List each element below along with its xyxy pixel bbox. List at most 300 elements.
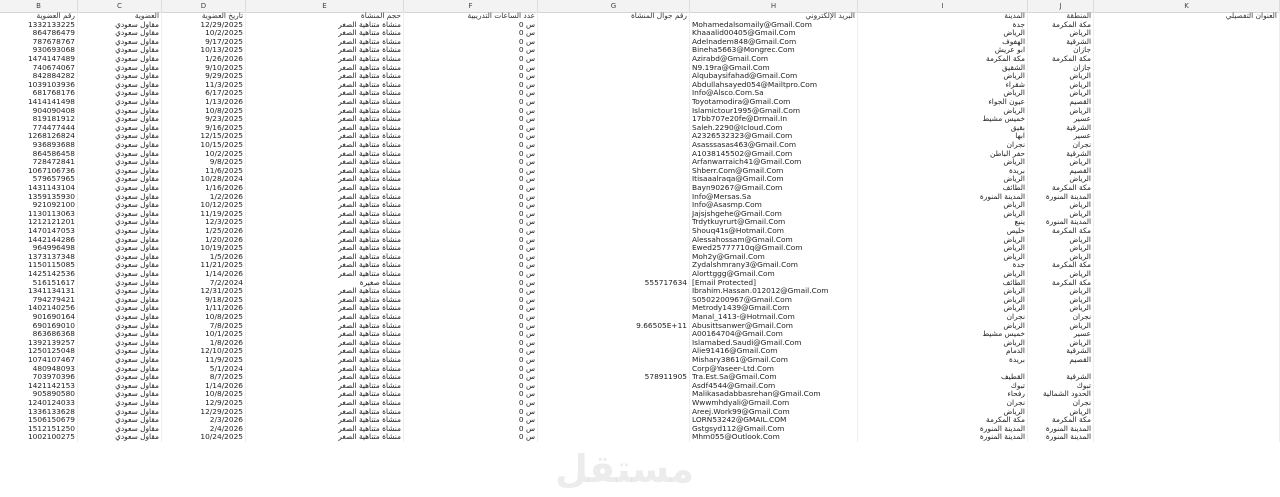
membership-type-cell[interactable]: مقاول سعودي [78, 425, 162, 434]
email-cell[interactable]: A00164704@Gmail.Com [690, 330, 858, 339]
company-phone-cell[interactable] [538, 150, 690, 159]
company-size-cell[interactable]: منشأة متناهية الصغر [246, 287, 404, 296]
email-cell[interactable]: Asasssasas463@Gmail.Com [690, 141, 858, 150]
city-cell[interactable] [858, 365, 1028, 374]
membership-date-cell[interactable]: 6/17/2025 [162, 89, 246, 98]
membership-date-cell[interactable]: 1/25/2026 [162, 227, 246, 236]
city-cell[interactable]: الرياض [858, 107, 1028, 116]
company-size-cell[interactable]: منشأة متناهية الصغر [246, 270, 404, 279]
training-hours-cell[interactable]: 0 س [404, 167, 538, 176]
detailed-address-cell[interactable] [1094, 46, 1280, 55]
city-cell[interactable]: الطائف [858, 184, 1028, 193]
membership-type-cell[interactable]: مقاول سعودي [78, 81, 162, 90]
membership-type-cell[interactable]: مقاول سعودي [78, 184, 162, 193]
region-cell[interactable]: مكة المكرمة [1028, 21, 1094, 30]
membership-number-cell[interactable]: 1039103936 [0, 81, 78, 90]
training-hours-cell[interactable]: 0 س [404, 244, 538, 253]
membership-type-cell[interactable]: مقاول سعودي [78, 107, 162, 116]
email-cell[interactable]: Itisaaalraqa@Gmail.Com [690, 175, 858, 184]
region-cell[interactable]: مكة المكرمة [1028, 55, 1094, 64]
column-letter-h[interactable]: H [690, 0, 858, 12]
city-cell[interactable]: مكة المكرمة [858, 55, 1028, 64]
company-size-cell[interactable]: منشأة متناهية الصغر [246, 141, 404, 150]
membership-number-cell[interactable]: 1074107467 [0, 356, 78, 365]
region-cell[interactable]: عسير [1028, 115, 1094, 124]
membership-number-cell[interactable]: 1332133225 [0, 21, 78, 30]
membership-date-cell[interactable]: 10/12/2025 [162, 201, 246, 210]
city-cell[interactable]: عيون الجواء [858, 98, 1028, 107]
membership-date-cell[interactable]: 10/1/2025 [162, 330, 246, 339]
email-cell[interactable]: Toyotamodira@Gmail.Com [690, 98, 858, 107]
company-size-cell[interactable]: منشأة متناهية الصغر [246, 55, 404, 64]
membership-type-cell[interactable]: مقاول سعودي [78, 313, 162, 322]
company-phone-cell[interactable] [538, 46, 690, 55]
membership-type-cell[interactable]: مقاول سعودي [78, 132, 162, 141]
email-cell[interactable]: Areej.Work99@Gmail.Com [690, 408, 858, 417]
company-phone-cell[interactable]: 9.66505E+11 [538, 322, 690, 331]
column-letter-k[interactable]: K [1094, 0, 1280, 12]
company-phone-cell[interactable] [538, 218, 690, 227]
email-cell[interactable]: Saleh.2290@Icloud.Com [690, 124, 858, 133]
detailed-address-cell[interactable] [1094, 279, 1280, 288]
training-hours-cell[interactable]: 0 س [404, 98, 538, 107]
membership-date-cell[interactable]: 11/6/2025 [162, 167, 246, 176]
email-cell[interactable]: Alqubaysifahad@Gmail.Com [690, 72, 858, 81]
detailed-address-cell[interactable] [1094, 304, 1280, 313]
detailed-address-cell[interactable] [1094, 339, 1280, 348]
email-cell[interactable]: Islamictour1995@Gmail.Com [690, 107, 858, 116]
company-phone-cell[interactable] [538, 339, 690, 348]
city-cell[interactable]: ابها [858, 132, 1028, 141]
membership-number-cell[interactable]: 819181912 [0, 115, 78, 124]
email-cell[interactable]: Mishary3861@Gmail.Com [690, 356, 858, 365]
training-hours-cell[interactable]: 0 س [404, 115, 538, 124]
training-hours-cell[interactable]: 0 س [404, 304, 538, 313]
company-size-cell[interactable]: منشأة متناهية الصغر [246, 158, 404, 167]
region-cell[interactable]: عسير [1028, 330, 1094, 339]
company-size-cell[interactable]: منشأة متناهية الصغر [246, 218, 404, 227]
training-hours-cell[interactable]: 0 س [404, 158, 538, 167]
training-hours-cell[interactable]: 0 س [404, 373, 538, 382]
region-cell[interactable]: الرياض [1028, 304, 1094, 313]
city-cell[interactable]: المدينة المنورة [858, 425, 1028, 434]
detailed-address-cell[interactable] [1094, 287, 1280, 296]
membership-date-cell[interactable]: 9/16/2025 [162, 124, 246, 133]
city-cell[interactable]: الرياض [858, 236, 1028, 245]
company-size-cell[interactable]: منشأة متناهية الصغر [246, 115, 404, 124]
company-size-cell[interactable]: منشأة متناهية الصغر [246, 107, 404, 116]
training-hours-cell[interactable]: 0 س [404, 416, 538, 425]
membership-type-cell[interactable]: مقاول سعودي [78, 150, 162, 159]
region-cell[interactable]: الرياض [1028, 236, 1094, 245]
training-hours-cell[interactable]: 0 س [404, 347, 538, 356]
membership-date-cell[interactable]: 1/14/2026 [162, 270, 246, 279]
membership-number-cell[interactable]: 1442144286 [0, 236, 78, 245]
training-hours-cell[interactable]: 0 س [404, 390, 538, 399]
membership-type-cell[interactable]: مقاول سعودي [78, 38, 162, 47]
detailed-address-cell[interactable] [1094, 21, 1280, 30]
region-cell[interactable]: الرياض [1028, 408, 1094, 417]
training-hours-cell[interactable]: 0 س [404, 296, 538, 305]
company-phone-cell[interactable] [538, 313, 690, 322]
column-letter-d[interactable]: D [162, 0, 246, 12]
membership-date-cell[interactable]: 10/28/2024 [162, 175, 246, 184]
membership-date-cell[interactable]: 7/8/2025 [162, 322, 246, 331]
region-cell[interactable]: مكة المكرمة [1028, 416, 1094, 425]
column-letter-b[interactable]: B [0, 0, 78, 12]
membership-type-cell[interactable]: مقاول سعودي [78, 89, 162, 98]
detailed-address-cell[interactable] [1094, 167, 1280, 176]
detailed-address-cell[interactable] [1094, 390, 1280, 399]
city-cell[interactable]: الرياض [858, 322, 1028, 331]
email-cell[interactable]: N9.19ra@Gmail.Com [690, 64, 858, 73]
training-hours-cell[interactable]: 0 س [404, 184, 538, 193]
membership-type-cell[interactable]: مقاول سعودي [78, 373, 162, 382]
membership-number-cell[interactable]: 1373137348 [0, 253, 78, 262]
company-phone-cell[interactable] [538, 244, 690, 253]
company-size-cell[interactable]: منشأة متناهية الصغر [246, 253, 404, 262]
membership-date-cell[interactable]: 11/19/2025 [162, 210, 246, 219]
membership-number-cell[interactable]: 1421142153 [0, 382, 78, 391]
membership-number-cell[interactable]: 787678767 [0, 38, 78, 47]
email-cell[interactable]: Islamabed.Saudi@Gmail.Com [690, 339, 858, 348]
detailed-address-cell[interactable] [1094, 89, 1280, 98]
membership-number-cell[interactable]: 1512151250 [0, 425, 78, 434]
region-cell[interactable]: الرياض [1028, 81, 1094, 90]
membership-number-cell[interactable]: 863686368 [0, 330, 78, 339]
email-cell[interactable]: Bayn90267@Gmail.Com [690, 184, 858, 193]
membership-date-cell[interactable]: 2/4/2026 [162, 425, 246, 434]
membership-type-cell[interactable]: مقاول سعودي [78, 21, 162, 30]
email-cell[interactable]: Info@Alsco.Com.Sa [690, 89, 858, 98]
membership-number-cell[interactable]: 905890580 [0, 390, 78, 399]
region-cell[interactable]: عسير [1028, 132, 1094, 141]
company-phone-cell[interactable] [538, 193, 690, 202]
region-cell[interactable]: الرياض [1028, 107, 1094, 116]
company-size-cell[interactable]: منشأة متناهية الصغر [246, 365, 404, 374]
email-cell[interactable]: Gstgsyd112@Gmail.Com [690, 425, 858, 434]
membership-number-cell[interactable]: 1268126824 [0, 132, 78, 141]
membership-number-cell[interactable]: 901690164 [0, 313, 78, 322]
region-cell[interactable]: الشرقية [1028, 373, 1094, 382]
membership-date-cell[interactable]: 9/23/2025 [162, 115, 246, 124]
membership-type-cell[interactable]: مقاول سعودي [78, 382, 162, 391]
detailed-address-cell[interactable] [1094, 356, 1280, 365]
membership-type-cell[interactable]: مقاول سعودي [78, 356, 162, 365]
region-cell[interactable]: الرياض [1028, 210, 1094, 219]
company-size-cell[interactable]: منشأة متناهية الصغر [246, 390, 404, 399]
email-cell[interactable]: Abdullahsayed054@Mailtpro.Com [690, 81, 858, 90]
email-cell[interactable]: Ewed25777710q@Gmail.Com [690, 244, 858, 253]
training-hours-cell[interactable]: 0 س [404, 287, 538, 296]
city-cell[interactable]: ينبع [858, 218, 1028, 227]
membership-date-cell[interactable]: 12/29/2025 [162, 21, 246, 30]
membership-number-cell[interactable]: 794279421 [0, 296, 78, 305]
membership-date-cell[interactable]: 10/2/2025 [162, 150, 246, 159]
membership-number-cell[interactable]: 842884282 [0, 72, 78, 81]
detailed-address-cell[interactable] [1094, 72, 1280, 81]
email-cell[interactable]: Info@Asasmp.Com [690, 201, 858, 210]
region-cell[interactable]: الرياض [1028, 72, 1094, 81]
training-hours-cell[interactable]: 0 س [404, 141, 538, 150]
company-size-cell[interactable]: منشأة متناهية الصغر [246, 347, 404, 356]
city-cell[interactable]: بقيق [858, 124, 1028, 133]
company-phone-cell[interactable]: 578911905 [538, 373, 690, 382]
company-size-cell[interactable]: منشأة متناهية الصغر [246, 175, 404, 184]
city-cell[interactable]: الطائف [858, 279, 1028, 288]
detailed-address-cell[interactable] [1094, 227, 1280, 236]
city-cell[interactable]: الرياض [858, 287, 1028, 296]
membership-type-cell[interactable]: مقاول سعودي [78, 46, 162, 55]
email-cell[interactable]: Azirabd@Gmail.Com [690, 55, 858, 64]
training-hours-cell[interactable]: 0 س [404, 64, 538, 73]
city-cell[interactable]: الشقيق [858, 64, 1028, 73]
header-membership-date[interactable]: تاريخ العضوية [162, 12, 246, 21]
email-cell[interactable]: Tra.Est.Sa@Gmail.Com [690, 373, 858, 382]
detailed-address-cell[interactable] [1094, 141, 1280, 150]
city-cell[interactable]: نجران [858, 141, 1028, 150]
region-cell[interactable]: الحدود الشمالية [1028, 390, 1094, 399]
training-hours-cell[interactable]: 0 س [404, 46, 538, 55]
company-phone-cell[interactable] [538, 296, 690, 305]
header-region[interactable]: المنطقة [1028, 12, 1094, 21]
company-size-cell[interactable]: منشأة متناهية الصغر [246, 433, 404, 442]
city-cell[interactable]: الرياض [858, 304, 1028, 313]
membership-date-cell[interactable]: 2/3/2026 [162, 416, 246, 425]
company-size-cell[interactable]: منشأة متناهية الصغر [246, 46, 404, 55]
company-size-cell[interactable]: منشأة متناهية الصغر [246, 330, 404, 339]
company-size-cell[interactable]: منشأة متناهية الصغر [246, 89, 404, 98]
company-phone-cell[interactable] [538, 175, 690, 184]
membership-type-cell[interactable]: مقاول سعودي [78, 236, 162, 245]
membership-type-cell[interactable]: مقاول سعودي [78, 210, 162, 219]
city-cell[interactable]: تبوك [858, 382, 1028, 391]
email-cell[interactable]: Metrody1439@Gmail.Com [690, 304, 858, 313]
company-size-cell[interactable]: منشأة متناهية الصغر [246, 373, 404, 382]
company-phone-cell[interactable] [538, 270, 690, 279]
email-cell[interactable]: Jajsjshgehe@Gmail.Com [690, 210, 858, 219]
training-hours-cell[interactable]: 0 س [404, 175, 538, 184]
membership-date-cell[interactable]: 9/17/2025 [162, 38, 246, 47]
city-cell[interactable]: الرياض [858, 29, 1028, 38]
company-phone-cell[interactable] [538, 287, 690, 296]
company-phone-cell[interactable] [538, 425, 690, 434]
membership-number-cell[interactable]: 480948093 [0, 365, 78, 374]
membership-type-cell[interactable]: مقاول سعودي [78, 244, 162, 253]
membership-number-cell[interactable]: 1150115085 [0, 261, 78, 270]
company-size-cell[interactable]: منشأة متناهية الصغر [246, 201, 404, 210]
company-phone-cell[interactable] [538, 89, 690, 98]
training-hours-cell[interactable]: 0 س [404, 132, 538, 141]
company-phone-cell[interactable] [538, 55, 690, 64]
membership-number-cell[interactable]: 774477444 [0, 124, 78, 133]
company-size-cell[interactable]: منشأة متناهية الصغر [246, 184, 404, 193]
detailed-address-cell[interactable] [1094, 433, 1280, 442]
city-cell[interactable]: ابو عريش [858, 46, 1028, 55]
city-cell[interactable]: الرياض [858, 408, 1028, 417]
membership-type-cell[interactable]: مقاول سعودي [78, 167, 162, 176]
company-phone-cell[interactable] [538, 141, 690, 150]
membership-date-cell[interactable]: 10/15/2025 [162, 141, 246, 150]
training-hours-cell[interactable]: 0 س [404, 38, 538, 47]
column-letter-c[interactable]: C [78, 0, 162, 12]
training-hours-cell[interactable]: 0 س [404, 365, 538, 374]
membership-date-cell[interactable]: 12/31/2025 [162, 287, 246, 296]
membership-date-cell[interactable]: 1/26/2026 [162, 55, 246, 64]
membership-date-cell[interactable]: 11/21/2025 [162, 261, 246, 270]
email-cell[interactable]: 17bb707e20fe@Drmail.In [690, 115, 858, 124]
email-cell[interactable]: Arfanwarraich41@Gmail.Com [690, 158, 858, 167]
membership-type-cell[interactable]: مقاول سعودي [78, 347, 162, 356]
header-detailed-address[interactable]: العنوان التفصيلي [1094, 12, 1280, 21]
detailed-address-cell[interactable] [1094, 330, 1280, 339]
membership-date-cell[interactable]: 12/3/2025 [162, 218, 246, 227]
city-cell[interactable]: الرياض [858, 158, 1028, 167]
company-size-cell[interactable]: منشأة متناهية الصغر [246, 64, 404, 73]
region-cell[interactable]: الشرقية [1028, 347, 1094, 356]
company-phone-cell[interactable] [538, 382, 690, 391]
city-cell[interactable]: المدينة المنورة [858, 193, 1028, 202]
email-cell[interactable]: Mohamedalsomaily@Gmail.Com [690, 21, 858, 30]
membership-date-cell[interactable]: 1/13/2026 [162, 98, 246, 107]
header-training-hours[interactable]: عدد الساعات التدريبية [404, 12, 538, 21]
region-cell[interactable]: نجران [1028, 313, 1094, 322]
membership-number-cell[interactable]: 921092100 [0, 201, 78, 210]
membership-type-cell[interactable]: مقاول سعودي [78, 158, 162, 167]
training-hours-cell[interactable]: 0 س [404, 356, 538, 365]
city-cell[interactable]: شقراء [858, 81, 1028, 90]
region-cell[interactable]: الشرقية [1028, 124, 1094, 133]
company-size-cell[interactable]: منشأة متناهية الصغر [246, 339, 404, 348]
membership-date-cell[interactable]: 9/18/2025 [162, 296, 246, 305]
region-cell[interactable]: المدينة المنورة [1028, 218, 1094, 227]
region-cell[interactable]: الرياض [1028, 175, 1094, 184]
detailed-address-cell[interactable] [1094, 81, 1280, 90]
detailed-address-cell[interactable] [1094, 296, 1280, 305]
email-cell[interactable]: A1038145502@Gmail.Com [690, 150, 858, 159]
city-cell[interactable]: خميس مشيط [858, 330, 1028, 339]
region-cell[interactable]: الرياض [1028, 201, 1094, 210]
city-cell[interactable]: الرياض [858, 270, 1028, 279]
region-cell[interactable]: المدينة المنورة [1028, 433, 1094, 442]
region-cell[interactable]: الرياض [1028, 270, 1094, 279]
membership-type-cell[interactable]: مقاول سعودي [78, 175, 162, 184]
membership-date-cell[interactable]: 1/11/2026 [162, 304, 246, 313]
company-size-cell[interactable]: منشأة متناهية الصغر [246, 81, 404, 90]
column-letter-i[interactable]: I [858, 0, 1028, 12]
membership-number-cell[interactable]: 1212121201 [0, 218, 78, 227]
city-cell[interactable]: الرياض [858, 89, 1028, 98]
header-company-phone[interactable]: رقم جوال المنشأة [538, 12, 690, 21]
company-phone-cell[interactable] [538, 132, 690, 141]
company-size-cell[interactable]: منشأة متناهية الصغر [246, 313, 404, 322]
city-cell[interactable]: المدينة المنورة [858, 433, 1028, 442]
city-cell[interactable]: بريدة [858, 356, 1028, 365]
company-size-cell[interactable]: منشأة متناهية الصغر [246, 304, 404, 313]
membership-type-cell[interactable]: مقاول سعودي [78, 98, 162, 107]
region-cell[interactable] [1028, 365, 1094, 374]
membership-date-cell[interactable]: 5/1/2024 [162, 365, 246, 374]
membership-type-cell[interactable]: مقاول سعودي [78, 29, 162, 38]
membership-number-cell[interactable]: 964996498 [0, 244, 78, 253]
detailed-address-cell[interactable] [1094, 365, 1280, 374]
membership-number-cell[interactable]: 1250125048 [0, 347, 78, 356]
company-phone-cell[interactable] [538, 124, 690, 133]
training-hours-cell[interactable]: 0 س [404, 313, 538, 322]
membership-number-cell[interactable]: 728472841 [0, 158, 78, 167]
company-phone-cell[interactable] [538, 408, 690, 417]
region-cell[interactable]: الرياض [1028, 89, 1094, 98]
membership-type-cell[interactable]: مقاول سعودي [78, 304, 162, 313]
detailed-address-cell[interactable] [1094, 416, 1280, 425]
membership-type-cell[interactable]: مقاول سعودي [78, 287, 162, 296]
membership-number-cell[interactable]: 740674067 [0, 64, 78, 73]
company-phone-cell[interactable] [538, 399, 690, 408]
training-hours-cell[interactable]: 0 س [404, 89, 538, 98]
company-phone-cell[interactable] [538, 81, 690, 90]
email-cell[interactable]: Zydalshmrany3@Gmail.Com [690, 261, 858, 270]
company-phone-cell[interactable] [538, 236, 690, 245]
column-letter-e[interactable]: E [246, 0, 404, 12]
membership-date-cell[interactable]: 9/29/2025 [162, 72, 246, 81]
email-cell[interactable]: LORN53242@GMAIL.COM [690, 416, 858, 425]
detailed-address-cell[interactable] [1094, 425, 1280, 434]
membership-date-cell[interactable]: 7/2/2024 [162, 279, 246, 288]
detailed-address-cell[interactable] [1094, 313, 1280, 322]
membership-number-cell[interactable]: 681768176 [0, 89, 78, 98]
membership-number-cell[interactable]: 1431143104 [0, 184, 78, 193]
membership-number-cell[interactable]: 1067106736 [0, 167, 78, 176]
detailed-address-cell[interactable] [1094, 261, 1280, 270]
membership-date-cell[interactable]: 1/2/2026 [162, 193, 246, 202]
region-cell[interactable]: الرياض [1028, 253, 1094, 262]
company-size-cell[interactable]: منشأة متناهية الصغر [246, 296, 404, 305]
training-hours-cell[interactable]: 0 س [404, 236, 538, 245]
detailed-address-cell[interactable] [1094, 193, 1280, 202]
company-size-cell[interactable]: منشأة متناهية الصغر [246, 150, 404, 159]
email-cell[interactable]: Alessahossam@Gmail.Com [690, 236, 858, 245]
header-email[interactable]: البريد الإلكتروني [690, 12, 858, 21]
training-hours-cell[interactable]: 0 س [404, 399, 538, 408]
training-hours-cell[interactable]: 0 س [404, 55, 538, 64]
email-cell[interactable]: Alorttggg@Gmail.Com [690, 270, 858, 279]
company-phone-cell[interactable] [538, 201, 690, 210]
detailed-address-cell[interactable] [1094, 322, 1280, 331]
membership-date-cell[interactable]: 12/9/2025 [162, 399, 246, 408]
membership-type-cell[interactable]: مقاول سعودي [78, 279, 162, 288]
membership-date-cell[interactable]: 1/14/2026 [162, 382, 246, 391]
city-cell[interactable]: الدمام [858, 347, 1028, 356]
city-cell[interactable]: الرياض [858, 339, 1028, 348]
column-letter-f[interactable]: F [404, 0, 538, 12]
city-cell[interactable]: القطيف [858, 373, 1028, 382]
region-cell[interactable]: الرياض [1028, 244, 1094, 253]
training-hours-cell[interactable]: 0 س [404, 382, 538, 391]
company-size-cell[interactable]: منشأة متناهية الصغر [246, 38, 404, 47]
training-hours-cell[interactable]: 0 س [404, 124, 538, 133]
company-phone-cell[interactable] [538, 98, 690, 107]
detailed-address-cell[interactable] [1094, 253, 1280, 262]
region-cell[interactable]: الرياض [1028, 296, 1094, 305]
membership-number-cell[interactable]: 904090408 [0, 107, 78, 116]
membership-type-cell[interactable]: مقاول سعودي [78, 270, 162, 279]
detailed-address-cell[interactable] [1094, 124, 1280, 133]
company-size-cell[interactable]: منشأة متناهية الصغر [246, 399, 404, 408]
company-size-cell[interactable]: منشأة متناهية الصغر [246, 322, 404, 331]
region-cell[interactable]: مكة المكرمة [1028, 261, 1094, 270]
training-hours-cell[interactable]: 0 س [404, 81, 538, 90]
membership-date-cell[interactable]: 11/3/2025 [162, 81, 246, 90]
